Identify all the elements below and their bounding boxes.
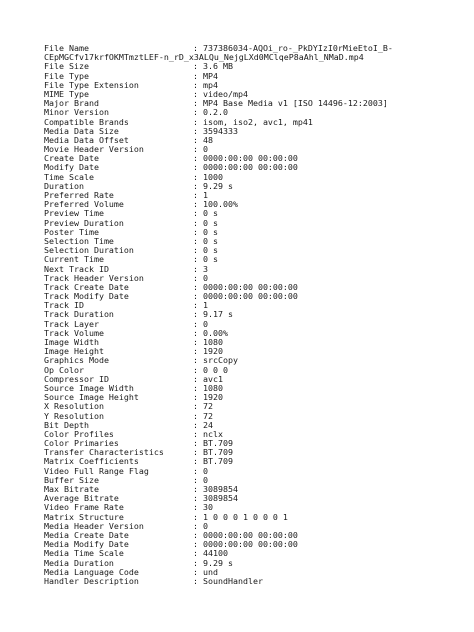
metadata-separator: : bbox=[193, 410, 198, 421]
metadata-value: MP4 bbox=[203, 70, 218, 81]
metadata-value: 0 s bbox=[203, 226, 218, 237]
metadata-document bbox=[44, 44, 444, 586]
metadata-value: 0 s bbox=[203, 208, 218, 219]
metadata-separator: : bbox=[193, 125, 198, 136]
metadata-key: Minor Version bbox=[44, 107, 109, 118]
metadata-separator: : bbox=[193, 281, 198, 292]
metadata-key: Average Bitrate bbox=[44, 493, 119, 504]
metadata-row bbox=[44, 292, 444, 301]
metadata-separator: : bbox=[193, 116, 198, 127]
metadata-key: Track Layer bbox=[44, 318, 99, 329]
metadata-row bbox=[44, 356, 444, 365]
metadata-separator: : bbox=[193, 88, 198, 99]
metadata-row bbox=[44, 310, 444, 319]
metadata-separator: : bbox=[193, 327, 198, 338]
metadata-separator: : bbox=[193, 474, 198, 485]
metadata-key: Modify Date bbox=[44, 162, 99, 173]
metadata-key: Track Create Date bbox=[44, 281, 129, 292]
metadata-key: Track Duration bbox=[44, 309, 114, 320]
metadata-separator: : bbox=[193, 263, 198, 274]
metadata-separator: : bbox=[193, 382, 198, 393]
metadata-key: Image Width bbox=[44, 337, 99, 347]
metadata-separator: : bbox=[193, 337, 198, 347]
metadata-separator: : bbox=[193, 364, 198, 375]
metadata-row bbox=[44, 246, 444, 255]
metadata-value: 0 s bbox=[203, 235, 218, 246]
metadata-separator: : bbox=[193, 539, 198, 550]
metadata-value: 0.00% bbox=[203, 327, 228, 338]
metadata-key: Preferred Volume bbox=[44, 199, 124, 210]
metadata-separator: : bbox=[193, 134, 198, 145]
metadata-separator: : bbox=[193, 162, 198, 173]
metadata-separator: : bbox=[193, 465, 198, 476]
metadata-value: 1920 bbox=[203, 392, 223, 403]
metadata-key: Next Track ID bbox=[44, 263, 109, 274]
metadata-separator: : bbox=[193, 502, 198, 513]
metadata-value: 0 bbox=[203, 474, 208, 485]
metadata-separator: : bbox=[193, 208, 198, 219]
metadata-value-continuation: CEpMGCfv17krfOKMTmztLEF-n_rD_x3ALQu_NejgLXd0MClqeP8aAhl_NMaD.mp4 bbox=[44, 52, 364, 63]
metadata-value: 9.29 s bbox=[203, 557, 233, 568]
metadata-separator: : bbox=[193, 419, 198, 430]
metadata-key: Create Date bbox=[44, 153, 99, 164]
metadata-key: Media Time Scale bbox=[44, 548, 124, 559]
metadata-value: 72 bbox=[203, 410, 213, 421]
metadata-value: 3594333 bbox=[203, 125, 238, 136]
metadata-separator: : bbox=[193, 70, 198, 81]
metadata-key: Media Header Version bbox=[44, 520, 144, 531]
metadata-value: 0 bbox=[203, 465, 208, 476]
metadata-value: 0000:00:00 00:00:00 bbox=[203, 291, 298, 302]
metadata-separator: : bbox=[193, 79, 198, 90]
metadata-value: 1080 bbox=[203, 337, 223, 347]
metadata-separator: : bbox=[193, 428, 198, 439]
metadata-value: 0000:00:00 00:00:00 bbox=[203, 539, 298, 550]
metadata-value: 9.29 s bbox=[203, 180, 233, 191]
metadata-key: File Name bbox=[44, 43, 89, 53]
metadata-key: Preview Duration bbox=[44, 217, 124, 228]
metadata-separator: : bbox=[193, 346, 198, 357]
metadata-separator: : bbox=[193, 318, 198, 329]
metadata-separator: : bbox=[193, 98, 198, 109]
metadata-row bbox=[44, 320, 444, 329]
metadata-value: 3.6 MB bbox=[203, 61, 233, 72]
metadata-key: Selection Time bbox=[44, 235, 114, 246]
metadata-value: 1000 bbox=[203, 171, 223, 182]
metadata-key: Graphics Mode bbox=[44, 355, 109, 366]
metadata-value: 0 bbox=[203, 318, 208, 329]
metadata-separator: : bbox=[193, 235, 198, 246]
metadata-row bbox=[44, 467, 444, 476]
metadata-key: Duration bbox=[44, 180, 84, 191]
metadata-value: MP4 Base Media v1 [ISO 14496-12:2003] bbox=[203, 98, 388, 109]
metadata-separator: : bbox=[193, 484, 198, 494]
metadata-value: 1080 bbox=[203, 382, 223, 393]
metadata-value: 30 bbox=[203, 502, 213, 513]
metadata-value: 3089854 bbox=[203, 484, 238, 494]
metadata-value: 72 bbox=[203, 401, 213, 412]
metadata-key: Track Modify Date bbox=[44, 291, 129, 302]
metadata-key: Media Data Size bbox=[44, 125, 119, 136]
metadata-key: Color Profiles bbox=[44, 428, 114, 439]
metadata-value: 0 s bbox=[203, 254, 218, 265]
metadata-row bbox=[44, 476, 444, 485]
metadata-separator: : bbox=[193, 254, 198, 265]
metadata-row bbox=[44, 577, 444, 586]
metadata-key: Time Scale bbox=[44, 171, 94, 182]
metadata-value: 44100 bbox=[203, 548, 228, 559]
metadata-row bbox=[44, 219, 444, 228]
metadata-separator: : bbox=[193, 447, 198, 458]
metadata-row bbox=[44, 163, 444, 172]
metadata-key: Matrix Coefficients bbox=[44, 456, 139, 467]
metadata-value: 48 bbox=[203, 134, 213, 145]
metadata-key: Media Create Date bbox=[44, 529, 129, 540]
metadata-separator: : bbox=[193, 61, 198, 72]
metadata-row bbox=[44, 402, 444, 411]
metadata-value: 0 0 0 bbox=[203, 364, 228, 375]
metadata-value: 0000:00:00 00:00:00 bbox=[203, 153, 298, 164]
metadata-value: 737386034-AQOi_ro-_PkDYIzI0rMieEtoI_B- bbox=[203, 43, 393, 53]
metadata-key: Image Height bbox=[44, 346, 104, 357]
metadata-separator: : bbox=[193, 190, 198, 200]
metadata-value: 3089854 bbox=[203, 493, 238, 504]
metadata-separator: : bbox=[193, 548, 198, 559]
metadata-key: Matrix Structure bbox=[44, 511, 124, 522]
metadata-value: und bbox=[203, 566, 218, 577]
metadata-value: 0 bbox=[203, 272, 208, 283]
metadata-separator: : bbox=[193, 575, 198, 586]
metadata-key: Media Data Offset bbox=[44, 134, 129, 145]
metadata-separator: : bbox=[193, 355, 198, 366]
metadata-separator: : bbox=[193, 180, 198, 191]
metadata-value: avc1 bbox=[203, 373, 223, 384]
metadata-value: video/mp4 bbox=[203, 88, 248, 99]
metadata-key: Major Brand bbox=[44, 98, 99, 109]
metadata-row bbox=[44, 173, 444, 182]
metadata-separator: : bbox=[193, 493, 198, 504]
metadata-key: Movie Header Version bbox=[44, 144, 144, 155]
metadata-key: X Resolution bbox=[44, 401, 104, 412]
metadata-key: Video Full Range Flag bbox=[44, 465, 149, 476]
metadata-separator: : bbox=[193, 43, 198, 53]
metadata-separator: : bbox=[193, 300, 198, 311]
metadata-key: Handler Description bbox=[44, 575, 139, 586]
metadata-value: 0 s bbox=[203, 245, 218, 256]
metadata-value: BT.709 bbox=[203, 438, 233, 449]
metadata-key: File Size bbox=[44, 61, 89, 72]
metadata-separator: : bbox=[193, 272, 198, 283]
metadata-value: 9.17 s bbox=[203, 309, 233, 320]
metadata-separator: : bbox=[193, 373, 198, 384]
metadata-key: Preview Time bbox=[44, 208, 104, 219]
metadata-key: Selection Duration bbox=[44, 245, 134, 256]
metadata-separator: : bbox=[193, 511, 198, 522]
metadata-list bbox=[44, 62, 444, 586]
metadata-value: BT.709 bbox=[203, 447, 233, 458]
metadata-key: Media Modify Date bbox=[44, 539, 129, 550]
metadata-value: mp4 bbox=[203, 79, 218, 90]
metadata-separator: : bbox=[193, 438, 198, 449]
metadata-separator: : bbox=[193, 144, 198, 155]
metadata-separator: : bbox=[193, 566, 198, 577]
metadata-key: Video Frame Rate bbox=[44, 502, 124, 513]
metadata-key: Bit Depth bbox=[44, 419, 89, 430]
metadata-value: nclx bbox=[203, 428, 223, 439]
metadata-value: 0000:00:00 00:00:00 bbox=[203, 162, 298, 173]
metadata-value: 0000:00:00 00:00:00 bbox=[203, 281, 298, 292]
metadata-key: Op Color bbox=[44, 364, 84, 375]
metadata-key: Current Time bbox=[44, 254, 104, 265]
metadata-key: Preferred Rate bbox=[44, 190, 114, 200]
metadata-key: Track Volume bbox=[44, 327, 104, 338]
metadata-value: 1 0 0 0 1 0 0 0 1 bbox=[203, 511, 288, 522]
metadata-value: 0.2.0 bbox=[203, 107, 228, 118]
metadata-key: MIME Type bbox=[44, 88, 89, 99]
metadata-key: Compressor ID bbox=[44, 373, 109, 384]
metadata-separator: : bbox=[193, 245, 198, 256]
metadata-separator: : bbox=[193, 107, 198, 118]
metadata-key: Transfer Characteristics bbox=[44, 447, 164, 458]
metadata-value: 3 bbox=[203, 263, 208, 274]
metadata-separator: : bbox=[193, 557, 198, 568]
metadata-row bbox=[44, 412, 444, 421]
metadata-row bbox=[44, 62, 444, 71]
metadata-value: 0 bbox=[203, 144, 208, 155]
metadata-separator: : bbox=[193, 217, 198, 228]
metadata-value: 1920 bbox=[203, 346, 223, 357]
metadata-value: srcCopy bbox=[203, 355, 238, 366]
metadata-value: 0 s bbox=[203, 217, 218, 228]
metadata-value: 1 bbox=[203, 190, 208, 200]
metadata-row bbox=[44, 200, 444, 209]
metadata-key: Media Language Code bbox=[44, 566, 139, 577]
metadata-key: Track ID bbox=[44, 300, 84, 311]
metadata-separator: : bbox=[193, 392, 198, 403]
metadata-separator: : bbox=[193, 153, 198, 164]
metadata-row bbox=[44, 393, 444, 402]
metadata-key: Poster Time bbox=[44, 226, 99, 237]
metadata-separator: : bbox=[193, 520, 198, 531]
metadata-key: Color Primaries bbox=[44, 438, 119, 449]
metadata-separator: : bbox=[193, 529, 198, 540]
metadata-key: Source Image Height bbox=[44, 392, 139, 403]
metadata-value: SoundHandler bbox=[203, 575, 263, 586]
metadata-value: isom, iso2, avc1, mp41 bbox=[203, 116, 313, 127]
metadata-separator: : bbox=[193, 226, 198, 237]
metadata-separator: : bbox=[193, 456, 198, 467]
metadata-row bbox=[44, 338, 444, 347]
metadata-key: Track Header Version bbox=[44, 272, 144, 283]
metadata-key: File Type Extension bbox=[44, 79, 139, 90]
metadata-key: Media Duration bbox=[44, 557, 114, 568]
metadata-separator: : bbox=[193, 401, 198, 412]
metadata-separator: : bbox=[193, 291, 198, 302]
metadata-value: 0000:00:00 00:00:00 bbox=[203, 529, 298, 540]
metadata-key: Source Image Width bbox=[44, 382, 134, 393]
metadata-value: 1 bbox=[203, 300, 208, 311]
metadata-separator: : bbox=[193, 199, 198, 210]
metadata-value: 100.00% bbox=[203, 199, 238, 210]
metadata-key: Max Bitrate bbox=[44, 484, 99, 494]
metadata-separator: : bbox=[193, 309, 198, 320]
metadata-row bbox=[44, 329, 444, 338]
metadata-value: BT.709 bbox=[203, 456, 233, 467]
metadata-value: 24 bbox=[203, 419, 213, 430]
metadata-key: Compatible Brands bbox=[44, 116, 129, 127]
metadata-key: File Type bbox=[44, 70, 89, 81]
metadata-separator: : bbox=[193, 171, 198, 182]
metadata-key: Y Resolution bbox=[44, 410, 104, 421]
metadata-key: Buffer Size bbox=[44, 474, 99, 485]
metadata-value: 0 bbox=[203, 520, 208, 531]
